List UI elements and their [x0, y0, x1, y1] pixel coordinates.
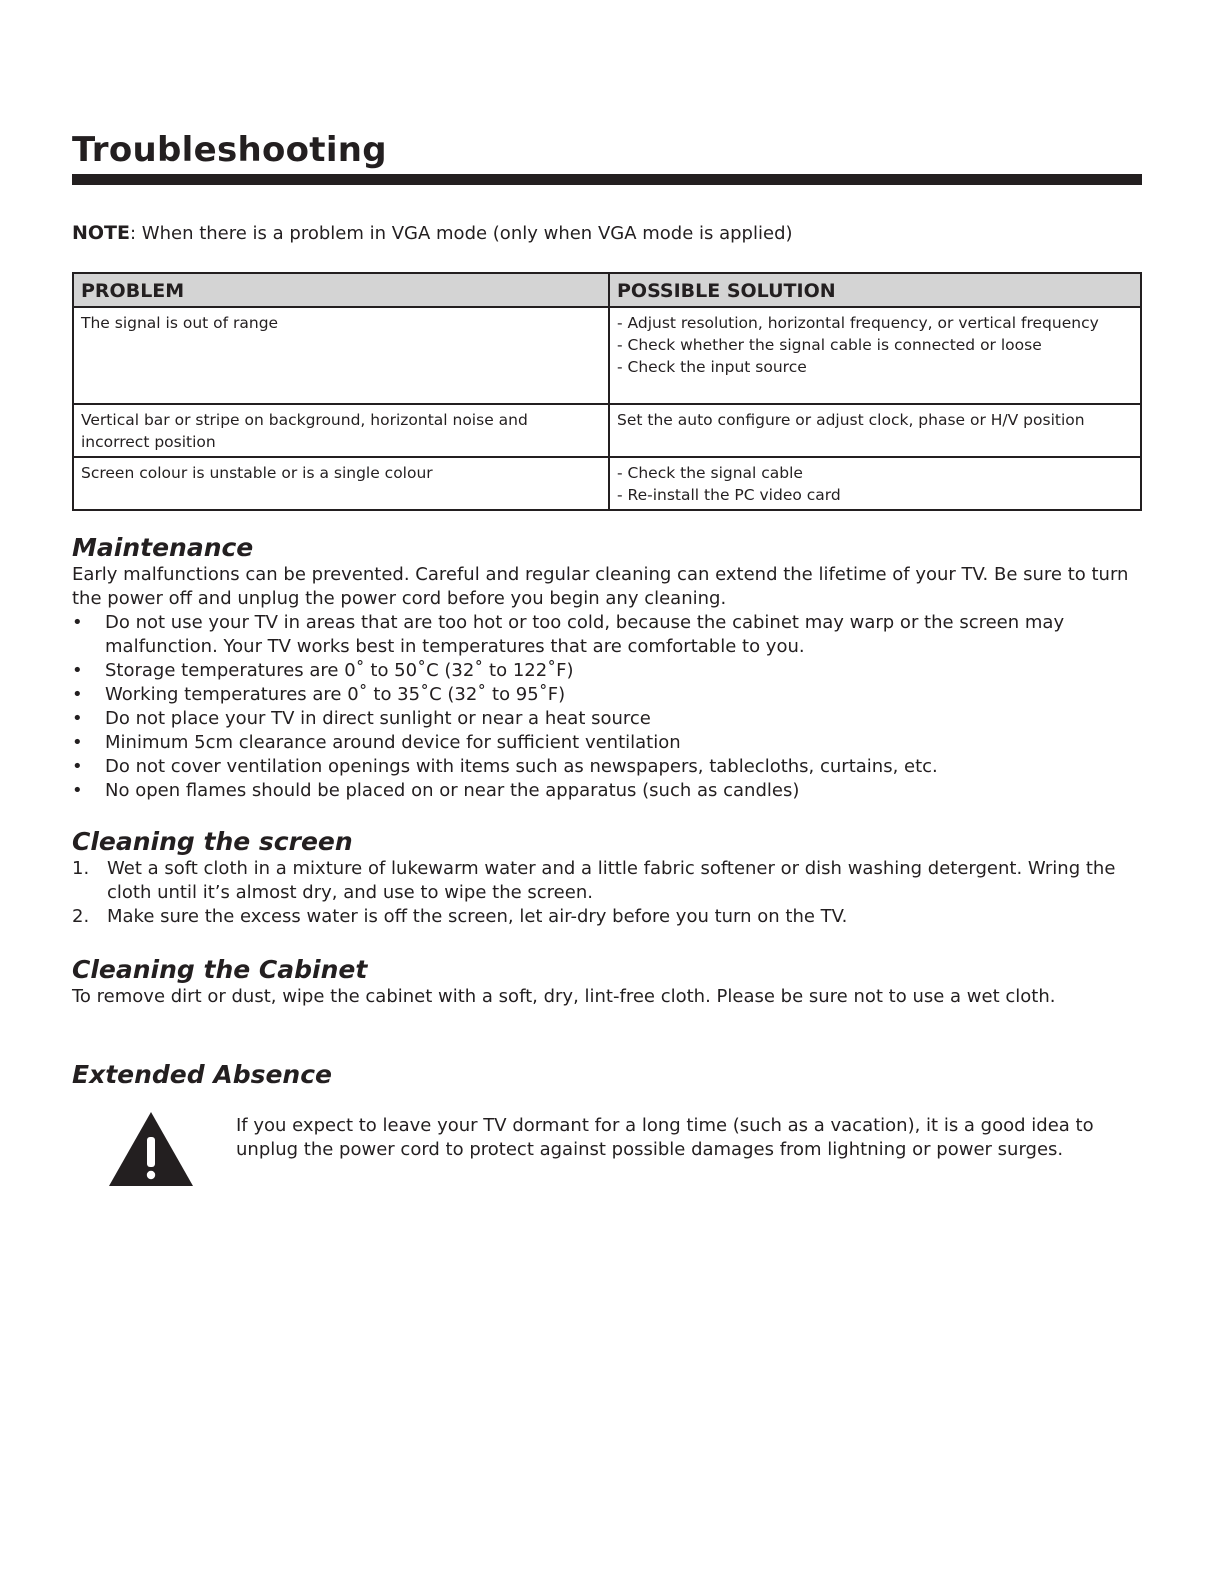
title-divider: [72, 174, 1142, 185]
list-item: • Do not use your TV in areas that are too hot or too cold, because the cabinet may warp or the screen may malfunction. Your TV works best in temperatures that are comfortable to you.: [72, 611, 1142, 659]
problem-cell: Screen colour is unstable or is a single colour: [73, 457, 609, 510]
maintenance-heading: Maintenance: [72, 533, 254, 562]
solution-cell: [609, 404, 1141, 457]
list-item: • Do not place your TV in direct sunlight or near a heat source: [72, 707, 1142, 731]
cleaning-screen-steps: [72, 857, 1142, 929]
note-label: NOTE: [72, 222, 130, 244]
table-header-row: [73, 273, 1141, 307]
table-row: [73, 307, 1141, 404]
extended-absence-heading: Extended Absence: [72, 1060, 333, 1089]
warning-exclamation-dot: [147, 1171, 155, 1179]
cleaning-cabinet-heading: Cleaning the Cabinet: [72, 955, 368, 984]
cleaning-cabinet-text: To remove dirt or dust, wipe the cabinet with a soft, dry, lint-free cloth. Please be sure not to use a wet cloth.: [72, 986, 1056, 1007]
maintenance-list: [72, 611, 1142, 803]
cleaning-screen-heading: Cleaning the screen: [72, 827, 353, 856]
solution-line: - Adjust resolution, horizontal frequency, or vertical frequency: [617, 314, 1099, 332]
page-title: Troubleshooting: [72, 130, 387, 170]
maintenance-section: [72, 533, 1142, 803]
list-item: • Minimum 5cm clearance around device for sufficient ventilation: [72, 731, 1142, 755]
step-text: Wet a soft cloth in a mixture of lukewarm water and a little fabric softener or dish washing detergent. Wring the cloth until it’s almost dry, and use to wipe the screen.: [107, 858, 1116, 903]
maintenance-intro: Early malfunctions can be prevented. Careful and regular cleaning can extend the lifetime of your TV. Be sure to turn the power off and unplug the power cord before you begin any cleaning.: [72, 564, 1129, 609]
list-item: • Do not cover ventilation openings with items such as newspapers, tablecloths, curtains, etc.: [72, 755, 1142, 779]
solution-line: - Check the signal cable: [617, 464, 803, 482]
step-text: Make sure the excess water is off the screen, let air-dry before you turn on the TV.: [107, 906, 848, 927]
table-row: [73, 404, 1141, 457]
extended-absence-section: [72, 1060, 1142, 1090]
extended-absence-text: If you expect to leave your TV dormant for a long time (such as a vacation), it is a good idea to unplug the power cord to protect against possible damages from lightning or power surges.: [236, 1115, 1094, 1160]
solution-cell: [609, 307, 1141, 404]
problem-cell: Vertical bar or stripe on background, horizontal noise and incorrect position: [73, 404, 609, 457]
warning-exclamation-bar: [147, 1137, 155, 1167]
cleaning-cabinet-section: [72, 955, 1142, 1009]
header-solution: POSSIBLE SOLUTION: [609, 273, 1141, 307]
list-item: • Working temperatures are 0˚ to 35˚C (32˚ to 95˚F): [72, 683, 1142, 707]
table-row: [73, 457, 1141, 510]
list-item: • No open flames should be placed on or near the apparatus (such as candles): [72, 779, 1142, 803]
list-item: [72, 905, 1142, 929]
header-problem: PROBLEM: [73, 273, 609, 307]
step-number: 2.: [72, 906, 90, 927]
solution-line: - Re-install the PC video card: [617, 486, 841, 504]
note-text: : When there is a problem in VGA mode (only when VGA mode is applied): [130, 223, 793, 244]
vga-note: [72, 221, 793, 246]
problem-cell: The signal is out of range: [73, 307, 609, 404]
list-item: [72, 857, 1142, 905]
cleaning-screen-section: [72, 827, 1142, 929]
solution-line: Set the auto configure or adjust clock, phase or H/V position: [617, 411, 1085, 429]
solution-line: - Check whether the signal cable is connected or loose: [617, 336, 1042, 354]
solution-cell: [609, 457, 1141, 510]
vga-troubleshooting-table: [72, 272, 1142, 511]
warning-triangle-icon: [108, 1111, 194, 1187]
solution-line: - Check the input source: [617, 358, 807, 376]
step-number: 1.: [72, 858, 90, 879]
list-item: • Storage temperatures are 0˚ to 50˚C (32˚ to 122˚F): [72, 659, 1142, 683]
